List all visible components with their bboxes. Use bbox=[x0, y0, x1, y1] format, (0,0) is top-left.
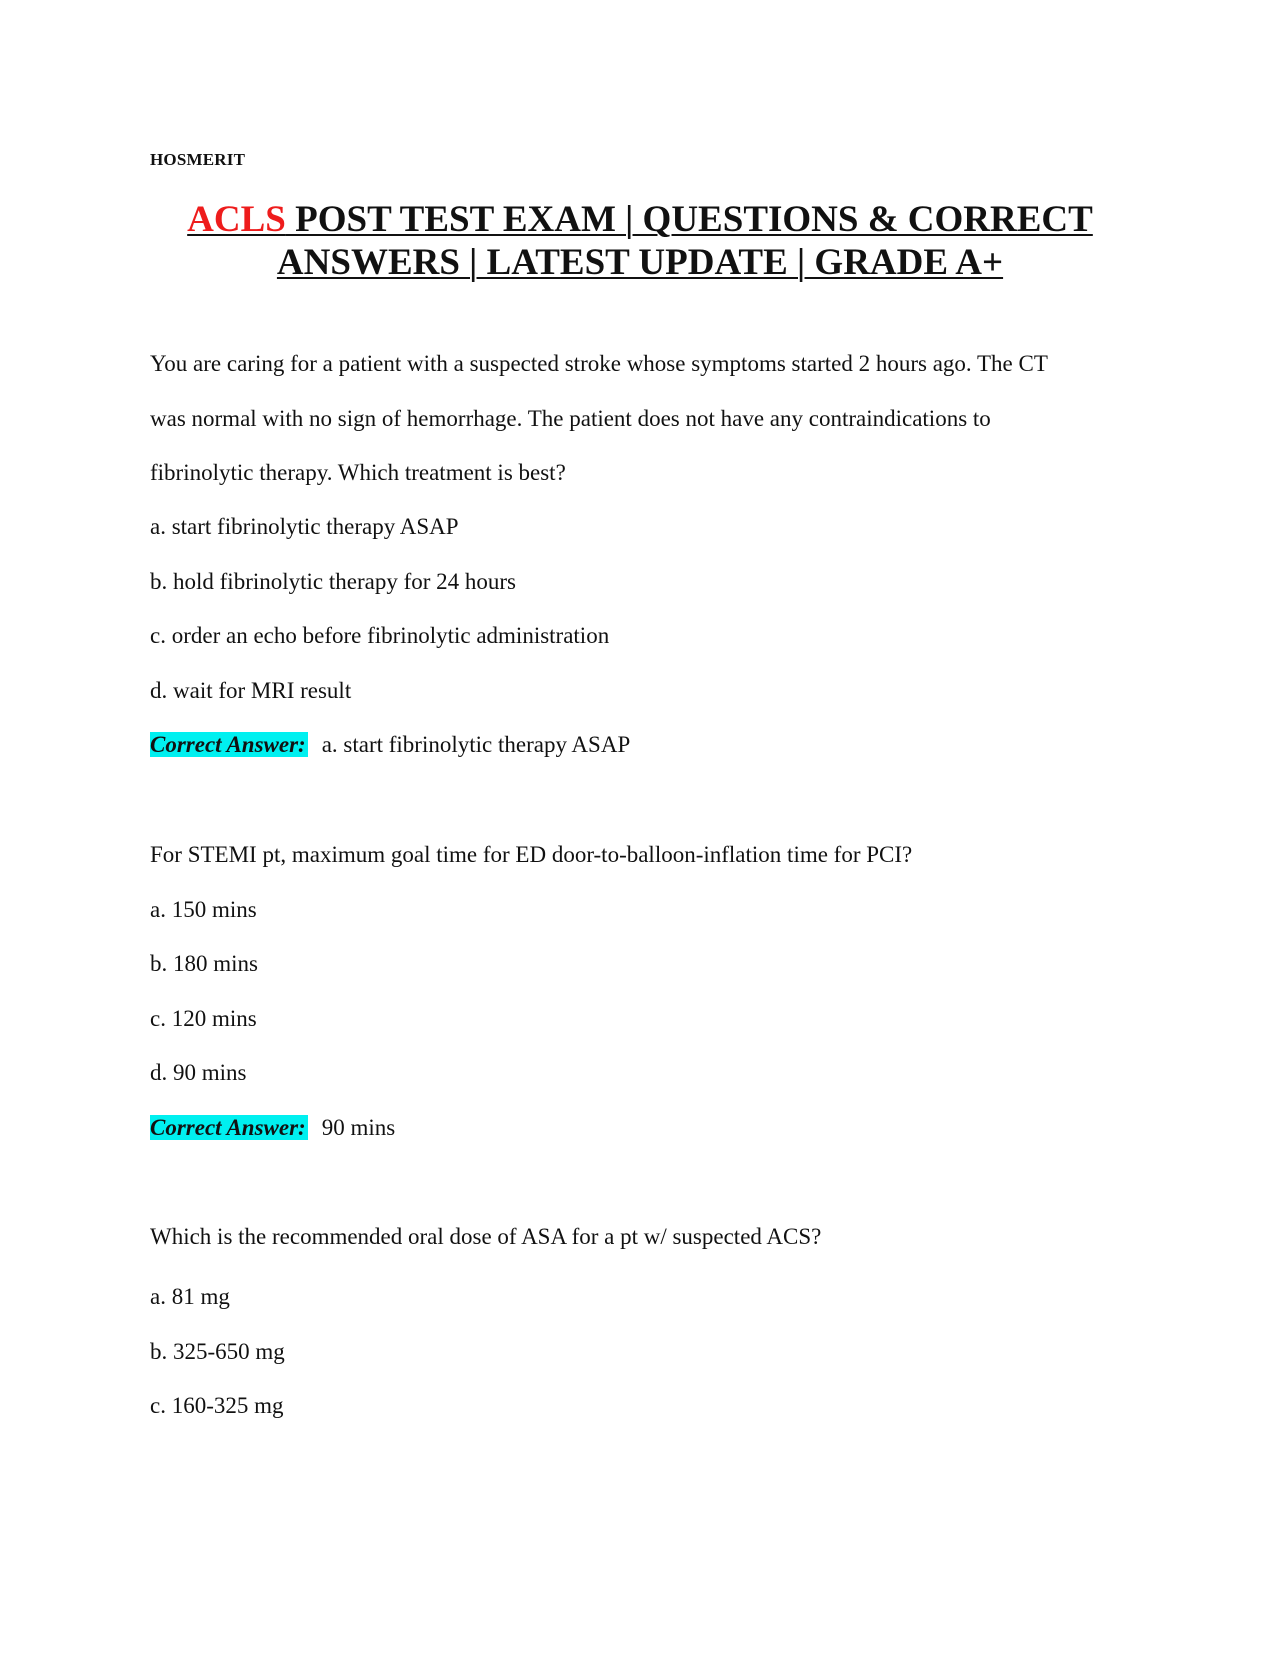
q3-option-c: c. 160-325 mg bbox=[150, 1393, 284, 1418]
q1-answer-text: a. start fibrinolytic therapy ASAP bbox=[321, 732, 631, 757]
q1-option-c: c. order an echo before fibrinolytic administration bbox=[150, 623, 610, 648]
q1-stem-line-1: You are caring for a patient with a suspected stroke whose symptoms started 2 hours ago. The CT bbox=[150, 351, 1048, 376]
q1-stem-line-3: fibrinolytic therapy. Which treatment is best? bbox=[150, 460, 566, 485]
q3-stem-line-1: Which is the recommended oral dose of ASA for a pt w/ suspected ACS? bbox=[150, 1224, 822, 1249]
q3-option-a: a. 81 mg bbox=[150, 1284, 230, 1309]
q1-stem-line-2: was normal with no sign of hemorrhage. The patient does not have any contraindications to bbox=[150, 406, 991, 431]
q1-option-a: a. start fibrinolytic therapy ASAP bbox=[150, 514, 459, 539]
correct-answer-label: Correct Answer: bbox=[150, 1115, 306, 1140]
q2-option-c: c. 120 mins bbox=[150, 1006, 257, 1031]
q2-correct-answer bbox=[150, 1114, 395, 1142]
title-line1-rest: POST TEST EXAM | QUESTIONS & CORRECT bbox=[285, 199, 1093, 240]
q1-correct-answer bbox=[150, 731, 630, 759]
q2-option-a: a. 150 mins bbox=[150, 897, 257, 922]
title-accent: ACLS bbox=[187, 199, 286, 240]
q2-answer-text: 90 mins bbox=[321, 1115, 396, 1140]
q3-option-b: b. 325-650 mg bbox=[150, 1339, 285, 1364]
q2-stem-line-1: For STEMI pt, maximum goal time for ED door-to-balloon-inflation time for PCI? bbox=[150, 842, 913, 867]
correct-answer-label: Correct Answer: bbox=[150, 732, 306, 757]
q1-option-d: d. wait for MRI result bbox=[150, 678, 352, 703]
q1-option-b: b. hold fibrinolytic therapy for 24 hours bbox=[150, 569, 517, 594]
header-label: HOSMERIT bbox=[150, 150, 246, 169]
q2-option-d: d. 90 mins bbox=[150, 1060, 247, 1085]
document-title bbox=[150, 198, 1130, 284]
q2-option-b: b. 180 mins bbox=[150, 951, 258, 976]
title-line2: ANSWERS | LATEST UPDATE | GRADE A+ bbox=[276, 242, 1004, 283]
